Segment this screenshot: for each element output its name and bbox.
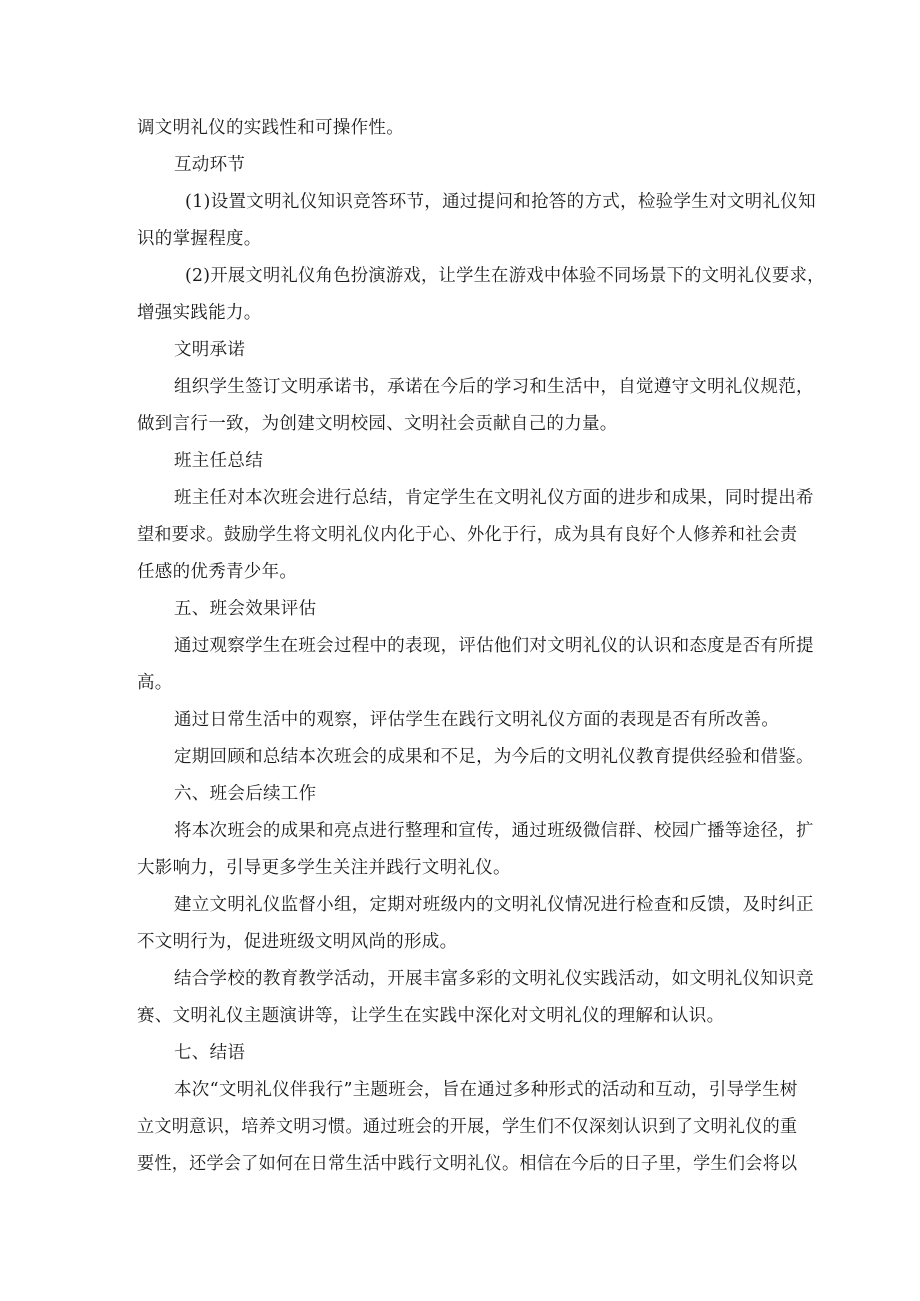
paragraph-line: 调文明礼仪的实践性和可操作性。: [137, 118, 404, 138]
section-heading: 文明承诺: [174, 340, 246, 360]
paragraph-line: 赛、文明礼仪主题演讲等，让学生在实践中深化对文明礼仪的理解和认识。: [137, 1006, 725, 1026]
paragraph-line: 通过日常生活中的观察，评估学生在践行文明礼仪方面的表现是否有所改善。: [174, 710, 780, 730]
paragraph-line: 结合学校的教育教学活动，开展丰富多彩的文明礼仪实践活动，如文明礼仪知识竞: [174, 969, 814, 989]
paragraph-line: 班主任对本次班会进行总结，肯定学生在文明礼仪方面的进步和成果，同时提出希: [174, 488, 814, 508]
paragraph-line: 不文明行为，促进班级文明风尚的形成。: [137, 932, 458, 952]
paragraph-line: 本次“文明礼仪伴我行”主题班会，旨在通过多种形式的活动和互动，引导学生树: [174, 1080, 798, 1100]
paragraph-line: 高。: [137, 673, 173, 693]
section-heading: 七、结语: [174, 1043, 246, 1063]
paragraph-line: 大影响力，引导更多学生关注并践行文明礼仪。: [137, 858, 511, 878]
paragraph-line: (2)开展文明礼仪角色扮演游戏，让学生在游戏中体验不同场景下的文明礼仪要求，: [185, 266, 825, 286]
section-heading: 五、班会效果评估: [174, 599, 317, 619]
paragraph-line: 任感的优秀青少年。: [137, 562, 298, 582]
paragraph-line: 通过观察学生在班会过程中的表现，评估他们对文明礼仪的认识和态度是否有所提: [174, 636, 814, 656]
paragraph-line: 增强实践能力。: [137, 303, 262, 323]
section-heading: 互动环节: [174, 155, 246, 175]
paragraph-line: 立文明意识，培养文明习惯。通过班会的开展，学生们不仅深刻认识到了文明礼仪的重: [137, 1117, 798, 1137]
section-heading: 六、班会后续工作: [174, 784, 317, 804]
paragraph-line: 定期回顾和总结本次班会的成果和不足，为今后的文明礼仪教育提供经验和借鉴。: [174, 747, 814, 767]
section-heading: 班主任总结: [174, 451, 263, 471]
paragraph-line: 识的掌握程度。: [137, 229, 262, 249]
paragraph-line: 组织学生签订文明承诺书，承诺在今后的学习和生活中，自觉遵守文明礼仪规范，: [174, 377, 814, 397]
paragraph-line: 望和要求。鼓励学生将文明礼仪内化于心、外化于行，成为具有良好个人修养和社会责: [137, 525, 798, 545]
paragraph-line: (1)设置文明礼仪知识竞答环节，通过提问和抢答的方式，检验学生对文明礼仪知: [185, 192, 816, 212]
paragraph-line: 建立文明礼仪监督小组，定期对班级内的文明礼仪情况进行检查和反馈，及时纠正: [174, 895, 814, 915]
paragraph-line: 做到言行一致，为创建文明校园、文明社会贡献自己的力量。: [137, 414, 618, 434]
paragraph-line: 要性，还学会了如何在日常生活中践行文明礼仪。相信在今后的日子里，学生们会将以: [137, 1154, 798, 1174]
paragraph-line: 将本次班会的成果和亮点进行整理和宣传，通过班级微信群、校园广播等途径，扩: [174, 821, 814, 841]
